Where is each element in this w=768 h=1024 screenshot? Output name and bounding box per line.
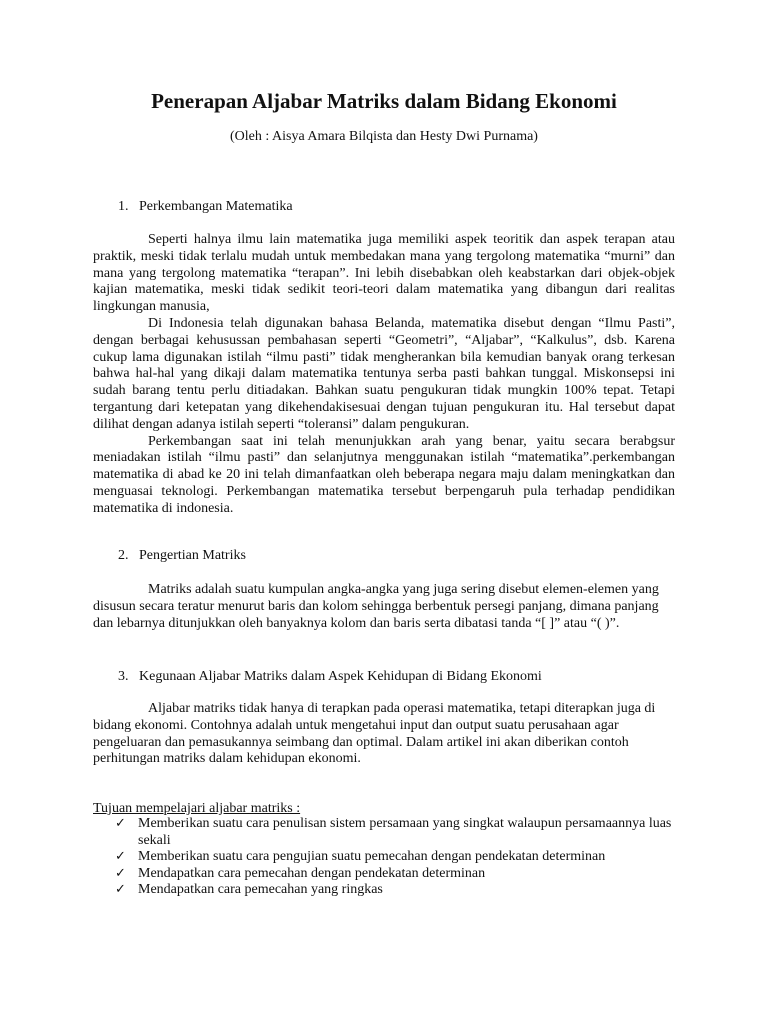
section-heading — [93, 668, 675, 685]
section-2 — [93, 547, 675, 632]
section-1 — [93, 198, 675, 518]
list-item — [115, 816, 675, 849]
check-icon: ✓ — [115, 882, 126, 897]
section-number: 2. — [118, 548, 129, 563]
goals-list — [115, 816, 675, 899]
check-icon: ✓ — [115, 816, 126, 831]
section-3 — [93, 668, 675, 768]
paragraph: Matriks adalah suatu kumpulan angka-angka yang juga sering disebut elemen-elemen yang disusun secara teratur menurut baris dan kolom sehingga berbentuk persegi panjang, dimana panjang dan lebarnya ditunjukkan oleh banyaknya kolom dan baris serta dibatasi tanda “[ ]” atau “( )”. — [93, 582, 659, 631]
section-heading — [93, 198, 675, 215]
section-heading — [93, 547, 675, 564]
section-number: 3. — [118, 669, 129, 684]
check-icon: ✓ — [115, 865, 126, 881]
paragraph: Di Indonesia telah digunakan bahasa Belanda, matematika disebut dengan “Ilmu Pasti”, dengan berbagai kehusussan pembahasan seperti “Geometri”, “Aljabar”, “Kalkulus”, dsb. Karena cukup lama digunakan istilah “ilmu pasti” tidak mengherankan bila kemudian banyak orang terkesan bahwa hal-hal yang dikaji dalam matematika tentunya serba pasti bahkan tunggal. Miskonsepsi ini sudah barang tentu perlu ditiadakan. Bahkan suatu pengukuran tidak mungkin 100% tepat. Tetapi tergantung dari ketepatan yang dikehendakisesuai dengan tujuan pengukuran itu. Hal tersebut dapat dilihat dengan adanya istilah seperti “toleransi” dalam pengukuran. — [93, 315, 675, 432]
paragraph: Aljabar matriks tidak hanya di terapkan pada operasi matematika, tetapi diterapkan juga di bidang ekonomi. Contohnya adalah untuk mengetahui input dan output suatu perusahaan agar pengeluaran dan pemasukannya seimbang dan optimal. Dalam artikel ini akan diberikan contoh perhitungan matriks dalam kehidupan ekonomi. — [93, 701, 656, 767]
paragraph: Seperti halnya ilmu lain matematika juga memiliki aspek teoritik dan aspek terapan atau praktik, meski tidak terlalu mudah untuk membedakan mana yang tergolong matematika “murni” dan mana yang tergolong matematika “terapan”. Ini lebih disebabkan oleh keabstarkan dari objek-objek kajian matematika, meski tidak sedikit teori-teori dalam matematika yang dibangun dari realitas lingkungan manusia, — [93, 232, 675, 315]
paragraph: Perkembangan saat ini telah menunjukkan arah yang benar, yaitu secara berabgsur meniadakan istilah “ilmu pasti” dan selanjutnya menggunakan istilah “matematika”.perkembangan matematika di abad ke 20 ini telah dimanfaatkan oleh beberapa negara maju dalam meningkatkan dan menguasai teknologi. Perkembangan matematika tersebut berpengaruh pula terhadap pendidikan matematika di indonesia. — [93, 433, 675, 516]
section-title: Perkembangan Matematika — [139, 199, 293, 214]
list-item — [115, 882, 675, 899]
section-title: Pengertian Matriks — [139, 548, 246, 563]
list-item-text: Memberikan suatu cara pengujian suatu pemecahan dengan pendekatan determinan — [138, 849, 606, 864]
section-title: Kegunaan Aljabar Matriks dalam Aspek Kehidupan di Bidang Ekonomi — [139, 669, 542, 684]
list-item-text: Memberikan suatu cara penulisan sistem persamaan yang singkat walaupun persamaannya luas sekali — [138, 816, 672, 848]
list-item-text: Mendapatkan cara pemecahan yang ringkas — [138, 882, 383, 897]
list-item — [115, 866, 675, 883]
authors-line: (Oleh : Aisya Amara Bilqista dan Hesty Dwi Purnama) — [230, 129, 538, 144]
goals-title: Tujuan mempelajari aljabar matriks : — [93, 801, 301, 816]
section-number: 1. — [118, 199, 129, 214]
document-title: Penerapan Aljabar Matriks dalam Bidang Ekonomi — [151, 89, 617, 113]
list-item — [115, 849, 675, 866]
check-icon: ✓ — [115, 849, 126, 864]
list-item-text: Mendapatkan cara pemecahan dengan pendekatan determinan — [138, 865, 486, 881]
